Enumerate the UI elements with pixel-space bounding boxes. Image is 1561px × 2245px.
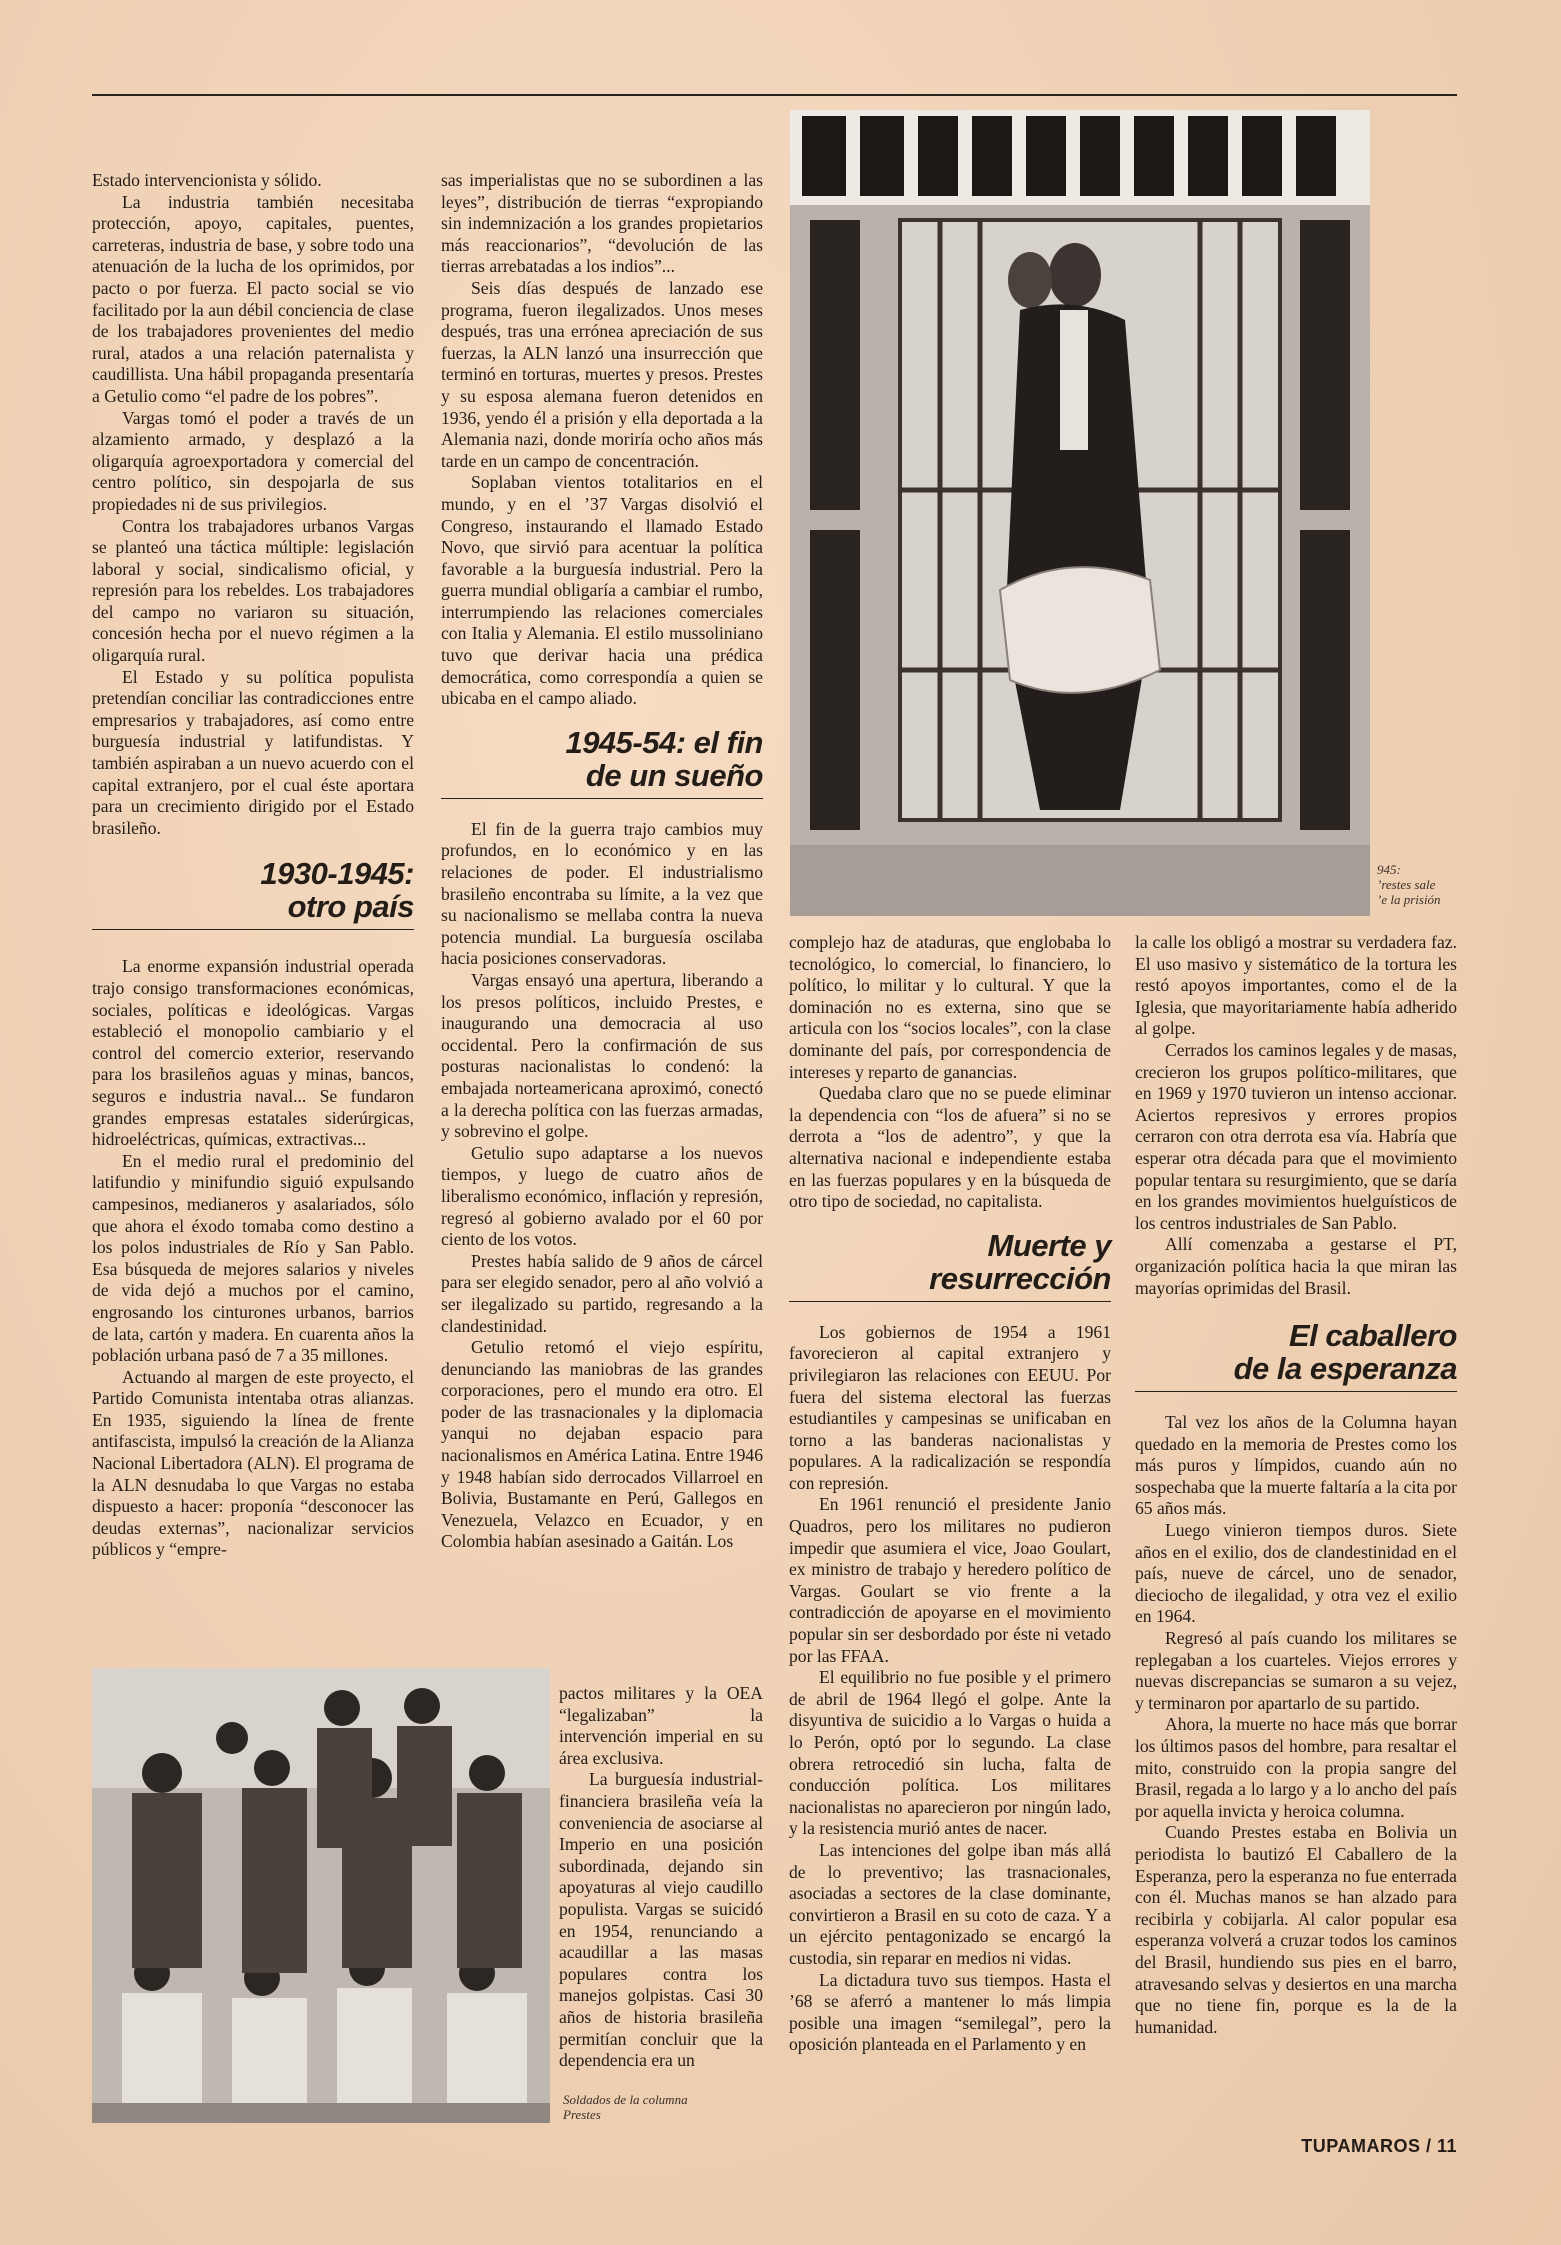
caption-line: 945: xyxy=(1377,862,1401,877)
paragraph: la calle los obligó a mostrar su verdadera faz. El uso masivo y sistemático de la tortura les restó apoyos importantes, como el de la Iglesia, que mayoritariamente había adherido al golpe. xyxy=(1135,932,1457,1039)
paragraph: Regresó al país cuando los militares se replegaban a los cuarteles. Viejos errores y nuevas discrepancias se sumaron a su vejez, y terminaron por apartarlo de su partido. xyxy=(1135,1628,1457,1713)
section-heading-muerte-y-resurreccion xyxy=(789,1229,1111,1302)
section-heading-el-caballero xyxy=(1135,1319,1457,1392)
paragraph: Getulio supo adaptarse a los nuevos tiempos, y luego de cuatro años de liberalismo económico, inflación y represión, regresó al gobierno avalado por el 60 por ciento de los votos. xyxy=(441,1142,763,1250)
paragraph: Prestes había salido de 9 años de cárcel para ser elegido senador, pero al año volvió a ser ilegalizado su partido, regresando a la clandestinidad. xyxy=(441,1250,763,1336)
paragraph: La enorme expansión industrial operada trajo consigo transformaciones económicas, sociales, políticas e ideológicas. Vargas estableció el monopolio cambiario y el control del comercio exterior, reservando para los brasileños aguas y minas, bancos, seguros e industria naval... Se fundaron grandes empresas estatales siderúrgicas, hidroeléctricas, químicas, extractivas... xyxy=(92,956,414,1150)
paragraph: Allí comenzaba a gestarse el PT, organización política hacia la que miran las mayorías oprimidas del Brasil. xyxy=(1135,1234,1457,1298)
paragraph: Seis días después de lanzado ese programa, fueron ilegalizados. Unos meses después, tras una errónea apreciación de sus fuerzas, la ALN lanzó una insurrección que terminó en torturas, muertes y presos. Prestes y su esposa alemana fueron detenidos en 1936, yendo él a prisión y ella deportada a la Alemania nazi, donde moriría ocho años más tarde en un campo de concentración. xyxy=(441,277,763,471)
paragraph: Vargas ensayó una apertura, liberando a los presos políticos, incluido Prestes, e inaugurando una democracia al uso occidental. Pero la confirmación de sus posturas nacionalistas lo condenó: la embajada norteamericana aproximó, conectó a la derecha política con las fuerzas armadas, y sobrevino el golpe. xyxy=(441,970,763,1142)
column-4 xyxy=(1135,932,1457,2038)
column-soldiers-photo xyxy=(92,1668,550,2123)
top-rule xyxy=(92,94,1457,96)
paragraph: La dictadura tuvo sus tiempos. Hasta el ’68 se aferró a mantener lo más limpia posible una imagen “semilegal”, pero la oposición planteada en el Parlamento y en xyxy=(789,1969,1111,2055)
paragraph: Luego vinieron tiempos duros. Siete años en el exilio, dos de clandestinidad en el país, nueve de cárcel, uno de senador, dieciocho de ilegalidad, y otra vez el exilio en 1964. xyxy=(1135,1520,1457,1627)
paragraph: Ahora, la muerte no hace más que borrar los últimos pasos del hombre, para resaltar el mito, construido con la propia sangre del Brasil, regada a lo largo y a lo ancho del país por aquella invicta y heroica columna. xyxy=(1135,1714,1457,1821)
photo-caption-top xyxy=(1377,862,1462,907)
paragraph: pactos militares y la OEA “legalizaban” la intervención imperial en su área exclusiva. xyxy=(559,1683,763,1768)
caption-line: Soldados de la columna xyxy=(563,2092,688,2107)
caption-line: ’e la prisión xyxy=(1377,892,1441,907)
caption-line: Prestes xyxy=(563,2107,601,2122)
column-1 xyxy=(92,170,414,1561)
heading-line: otro país xyxy=(287,889,414,925)
paragraph: En el medio rural el predominio del latifundio y minifundio siguió expulsando campesinos, medianeros y asalariados, sólo que ahora el éxodo tomaba como destino a los polos industriales de Río y San Pablo. Esa búsqueda de mejores salarios y niveles de vida dejó a muchos por el camino, engrosando los cinturones urbanos, barrios de lata, cartón y madera. En cuarenta años la población urbana pasó de 7 a 35 millones. xyxy=(92,1150,414,1366)
paragraph: Soplaban vientos totalitarios en el mundo, y en el ’37 Vargas disolvió el Congreso, instaurando el llamado Estado Novo, que sirvió para acentuar la política favorable a la burguesía industrial. Pero la guerra mundial obligaría a cambiar el rumbo, interrumpiendo las relaciones comerciales con Italia y Alemania. El estilo mussoliniano tuvo que derivar hacia una prédica democrática, como correspondía a quien se ubicaba en el campo aliado. xyxy=(441,472,763,709)
prison-release-photo xyxy=(790,110,1370,916)
photo-caption-bottom xyxy=(563,2092,753,2122)
paragraph: La industria también necesitaba protección, apoyo, capitales, puentes, carreteras, industria de base, y sobre todo una atenuación de la lucha de los oprimidos, por pacto o por fuerza. El pacto social se vio facilitado por la aun débil conciencia de clase de los trabajadores provenientes del medio rural, atados a una relación paternalista y caudillista. Una hábil propaganda presentaría a Getulio como “el padre de los pobres”. xyxy=(92,191,414,406)
paragraph: complejo haz de ataduras, que englobaba lo tecnológico, lo comercial, lo financiero, lo político, lo militar y lo cultural. Y que la dominación no es externa, sino que se articula con los “socios locales”, con la clase dominante del país, por correspondencia de intereses y reparto de ganancias. xyxy=(789,932,1111,1082)
paragraph: Estado intervencionista y sólido. xyxy=(92,170,322,190)
heading-line: Muerte y xyxy=(987,1227,1111,1263)
heading-line: 1945-54: el fin xyxy=(565,724,763,760)
photo-image xyxy=(92,1668,550,2123)
paragraph: Tal vez los años de la Columna hayan quedado en la memoria de Prestes como los más puros y límpidos, cuando aún no sospechaba que la muerte faltaría a la cita por 65 años más. xyxy=(1135,1412,1457,1519)
paragraph: Cuando Prestes estaba en Bolivia un periodista lo bautizó El Caballero de la Esperanza, pero la esperanza no fue enterrada con él. Muchas manos se han alzado para recibirla y cobijarla. Al calor popular esa esperanza volverá a cruzar todos los caminos del Brasil, hundiendo sus pies en el barro, atravesando selvas y desiertos en una marcha que no tiene fin, porque es la de la humanidad. xyxy=(1135,1822,1457,2037)
paragraph: Cerrados los caminos legales y de masas, crecieron los grupos político-militares, que en 1969 y 1970 tuvieron un intenso accionar. Aciertos represivos y errores propios cerraron con otra derrota esa vía. Habría que esperar otra década para que el movimiento popular tentara su resurgimiento, que se daría en los grandes movimientos huelguísticos de los centros industriales de San Pablo. xyxy=(1135,1039,1457,1233)
heading-line: El caballero xyxy=(1288,1318,1457,1354)
heading-line: de la esperanza xyxy=(1233,1351,1457,1387)
paragraph: sas imperialistas que no se subordinen a las leyes”, distribución de tierras “expropiando sin indemnización a los grandes propietarios más reaccionarios”, “devolución de las tierras arrebatadas a los indios”... xyxy=(441,170,763,277)
paragraph: Quedaba claro que no se puede eliminar la dependencia con “los de afuera” si no se derrota a “los de adentro”, y que la alternativa nacional e independiente estaba en las fuerzas populares y en la búsqueda de otro tipo de sociedad, no capitalista. xyxy=(789,1083,1111,1212)
column-3 xyxy=(789,932,1111,2056)
paragraph: Los gobiernos de 1954 a 1961 favorecieron al capital extranjero y privilegiaron las relaciones con EEUU. Por fuera del sistema electoral las fuerzas estudiantiles y campesinas se unificaban en torno a las banderas nacionalistas y populares. A la radicalización se respondía con represión. xyxy=(789,1321,1111,1493)
section-heading-1945-54 xyxy=(441,726,763,799)
paragraph: La burguesía industrial-financiera brasileña veía la conveniencia de asociarse al Imperio en una posición subordinada, dejando sin apoyaturas al viejo caudillo populista. Vargas se suicidó en 1954, renunciando a acaudillar a las masas populares contra los manejos golpistas. Casi 30 años de historia brasileña permitían concluir que la dependencia era un xyxy=(559,1769,763,2071)
paragraph: Getulio retomó el viejo espíritu, denunciando las maniobras de las grandes corporaciones, pero el mundo era otro. El poder de las trasnacionales y la diplomacia yanqui no dejaban espacio para nacionalismos en América Latina. Entre 1946 y 1948 habían sido derrocados Villarroel en Bolivia, Bustamante en Perú, Gallegos en Venezuela, Velazco en Ecuador, y en Colombia habían asesinado a Gaitán. Los xyxy=(441,1337,763,1552)
page-footer: TUPAMAROS / 11 xyxy=(1301,2136,1457,2156)
paragraph: Vargas tomó el poder a través de un alzamiento armado, y desplazó a la oligarquía agroexportadora y comercial del centro político, sin despojarla de sus propiedades ni de sus privilegios. xyxy=(92,407,414,514)
column-2-narrow xyxy=(559,1683,763,2072)
heading-line: 1930-1945: xyxy=(260,856,414,892)
section-heading-1930-1945 xyxy=(92,857,414,930)
paragraph: Actuando al margen de este proyecto, el Partido Comunista intentaba otras alianzas. En 1935, siguiendo la línea de frente antifascista, impulsó la creación de la Alianza Nacional Libertadora (ALN). El programa de la ALN desnudaba lo que Vargas no estaba dispuesto a hacer: proponía “desconocer las deudas externas”, nacionalizar servicios públicos y “empre- xyxy=(92,1366,414,1560)
paragraph: En 1961 renunció el presidente Janio Quadros, pero los militares no pudieron impedir que asumiera el vice, Joao Goulart, ex ministro de trabajo y heredero político de Vargas. Goulart se vio frente a la contradicción de apoyarse en el movimiento popular sin ser desbordado por éste ni vetado por las FFAA. xyxy=(789,1494,1111,1666)
paragraph: Las intenciones del golpe iban más allá de lo preventivo; las trasnacionales, asociadas a sectores de la clase dominante, convirtieron a Brasil en su coto de caza. Y a un ejército pentagonizado se encargó la custodia, sin reparar en medios ni vidas. xyxy=(789,1839,1111,1968)
column-2 xyxy=(441,170,763,1553)
paragraph: Contra los trabajadores urbanos Vargas se planteó una táctica múltiple: legislación laboral y social, sindicalismo oficial, y represión para los rebeldes. Los trabajadores del campo no variaron su situación, concesión hecha por el nuevo régimen a la oligarquía rural. xyxy=(92,515,414,666)
paragraph: El equilibrio no fue posible y el primero de abril de 1964 llegó el golpe. Ante la disyuntiva de suicidio a lo Vargas o huida a lo Perón, optó por lo segundo. La clase obrera retrocedió sin lucha, falta de conducción política. Los militares nacionalistas no aparecieron por ningún lado, y la resistencia murió antes de nacer. xyxy=(789,1667,1111,1839)
photo-image xyxy=(790,110,1370,916)
paragraph: El fin de la guerra trajo cambios muy profundos, en lo económico y en las relaciones de poder. El industrialismo brasileño encontraba su límite, a la vez que su nacionalismo se mellaba contra la nueva potencia mundial. La burguesía oscilaba hacia posiciones conservadoras. xyxy=(441,818,763,969)
caption-line: ’restes sale xyxy=(1377,877,1436,892)
paragraph: El Estado y su política populista pretendían conciliar las contradicciones entre empresarios y trabajadores, así como entre burguesía industrial y latifundistas. Y también aspiraban a un nuevo acuerdo con el capital extranjero, por el cual éste aportara para un crecimiento dirigido por el Estado brasileño. xyxy=(92,666,414,838)
heading-line: de un sueño xyxy=(585,757,763,793)
heading-line: resurrección xyxy=(929,1260,1111,1296)
